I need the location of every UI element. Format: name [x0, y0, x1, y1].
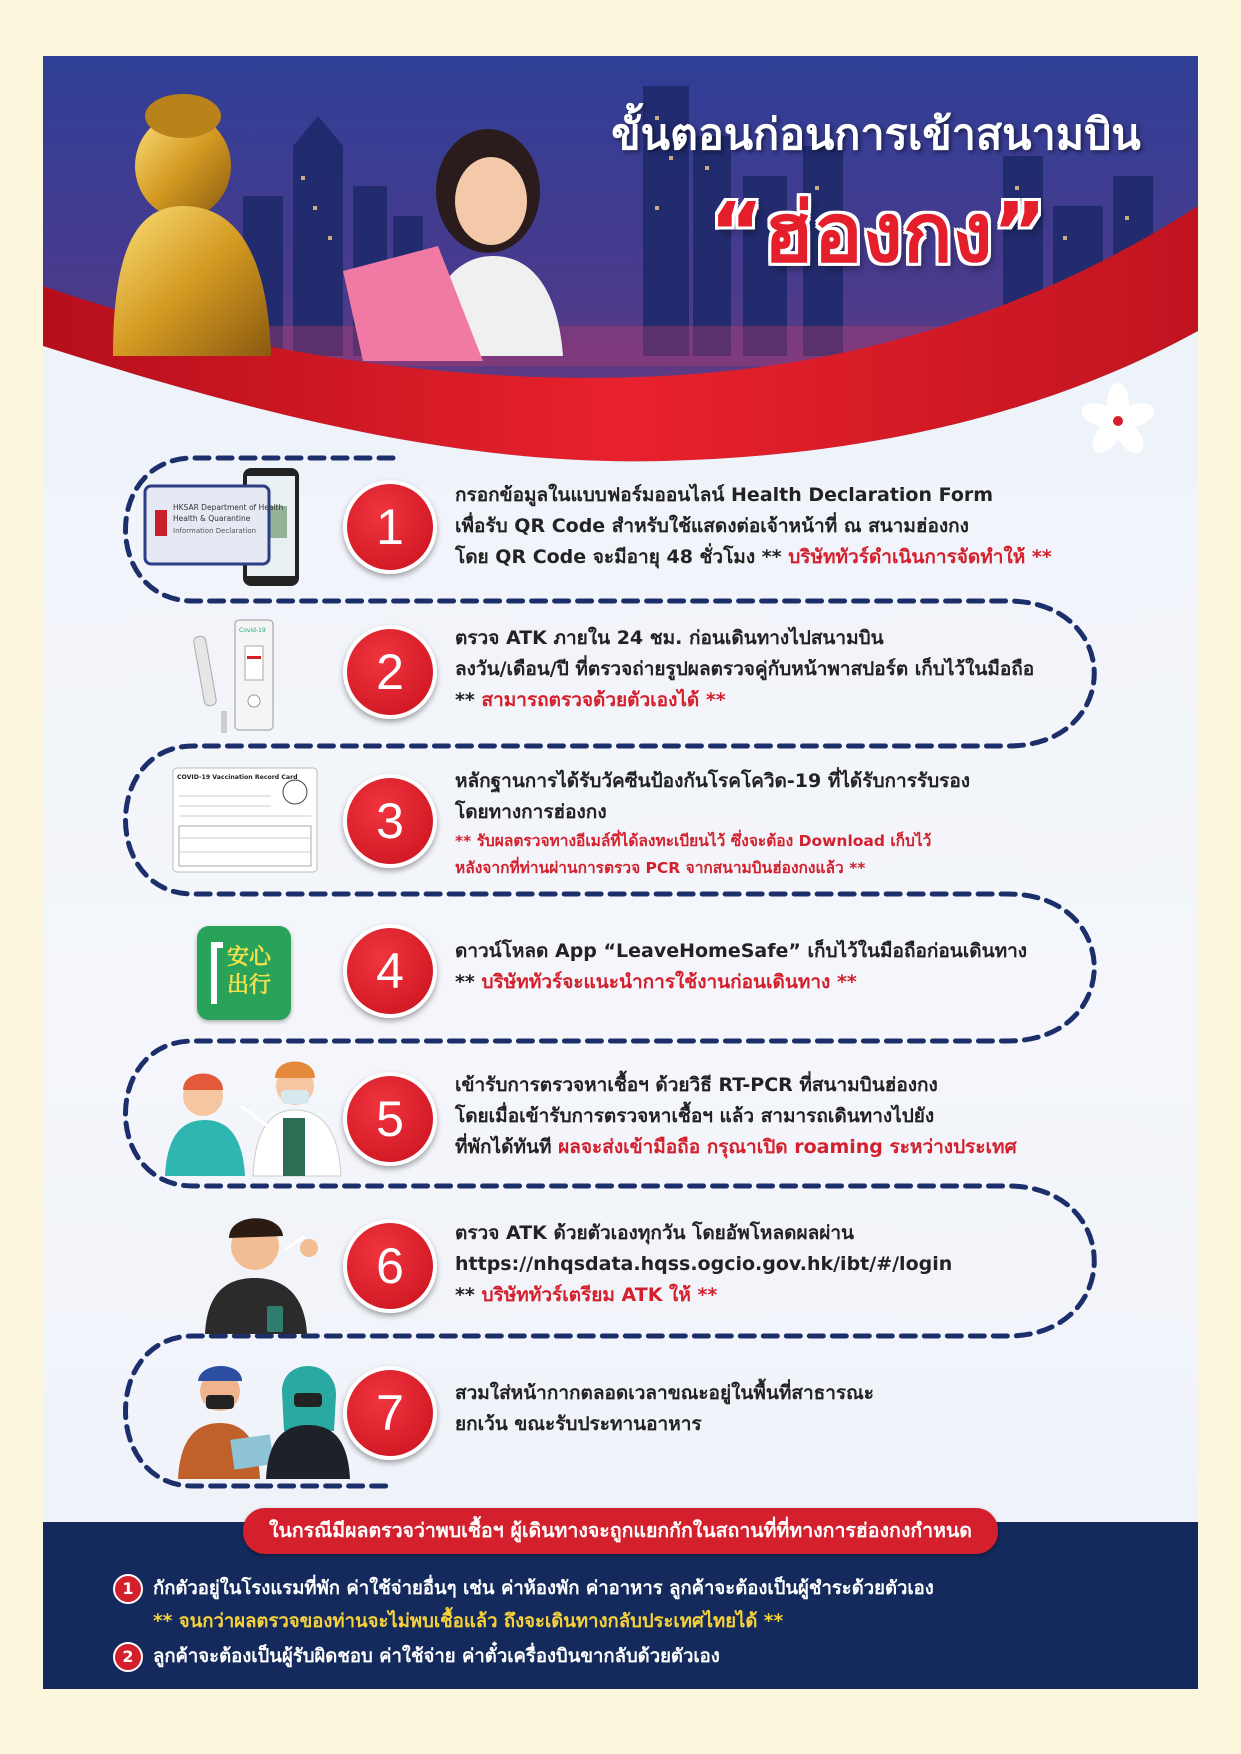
step-4-text: ดาวน์โหลด App “LeaveHomeSafe” เก็บไว้ในมือถือก่อนเดินทาง ** บริษัททัวร์จะแนะนำการใช้งานก่อนเดินทาง ** [455, 940, 1028, 993]
step-6-number: 6 [343, 1219, 437, 1313]
page-title: ขั้นตอนก่อนการเข้าสนามบิน [611, 110, 1141, 160]
pcr-swab-test-illustration [153, 1048, 353, 1178]
step-3-note-1: ** รับผลตรวจทางอีเมล์ที่ได้ลงทะเบียนไว้ ซึ่งจะต้อง Download เก็บไว้ [455, 832, 932, 850]
footer-item-2-text: ลูกค้าจะต้องเป็นผู้รับผิดชอบ ค่าใช้จ่าย ค่าตั๋วเครื่องบินขากลับด้วยตัวเอง [153, 1646, 720, 1667]
positive-result-banner: ในกรณีมีผลตรวจว่าพบเชื้อฯ ผู้เดินทางจะถูกแยกกักในสถานที่ที่ทางการฮ่องกงกำหนด [243, 1508, 998, 1554]
step-7-number: 7 [343, 1366, 437, 1460]
step-5-number: 5 [343, 1072, 437, 1166]
step-3-note-2: หลังจากที่ท่านผ่านการตรวจ PCR จากสนามบินฮ่องกงแล้ว ** [455, 859, 866, 877]
leavehomesafe-app-icon [197, 926, 291, 1020]
step-2-text: ตรวจ ATK ภายใน 24 ชม. ก่อนเดินทางไปสนามบิน ลงวัน/เดือน/ปี ที่ตรวจถ่ายรูปผลตรวจคู่กับหน้าพาสปอร์ต เก็บไว้ในมือถือ ** สามารถตรวจด้วยตัวเองได้ ** [455, 627, 1035, 711]
step-7-text: สวมใส่หน้ากากตลอดเวลาขณะอยู่ในพื้นที่สาธารณะ ยกเว้น ขณะรับประทานอาหาร [455, 1382, 874, 1435]
step-1-line-1: กรอกข้อมูลในแบบฟอร์มออนไลน์ Health Declaration Form [455, 484, 994, 506]
health-declaration-phone-illustration [143, 466, 343, 591]
footer-item-1-note: ** จนกว่าผลตรวจของท่านจะไม่พบเชื้อแล้ว ถึงจะเดินทางกลับประเทศไทยได้ ** [153, 1611, 784, 1632]
atk-test-kit-illustration [193, 616, 323, 736]
vaccine-card-title: COVID-19 Vaccination Record Card [177, 774, 298, 781]
step-5-text: เข้ารับการตรวจหาเชื้อฯ ด้วยวิธี RT-PCR ที่สนามบินฮ่องกง โดยเมื่อเข้ารับการตรวจหาเชื้อฯ แล้ว สามารถเดินทางไปยัง ที่พักได้ทันที ผลจะส่งเข้ามือถือ กรุณาเปิด roaming ระหว่างประเทศ [455, 1074, 1017, 1158]
footer-item-2-number: 2 [113, 1642, 143, 1672]
form-card-line-1: HKSAR Department of Health [173, 503, 284, 512]
page-title-city: “ฮ่องกง” [709, 186, 1047, 281]
atk-label: Covid-19 [239, 627, 266, 634]
step-2-number: 2 [343, 625, 437, 719]
masked-travelers-illustration [158, 1351, 358, 1481]
step-3-text: หลักฐานการได้รับวัคซีนป้องกันโรคโควิด-19 ที่ได้รับการรับรอง โดยทางการฮ่องกง ** รับผลตรวจทางอีเมล์ที่ได้ลงทะเบียนไว้ ซึ่งจะต้อง Download เก็บไว้ หลังจากที่ท่านผ่านการตรวจ PCR จากสนามบินฮ่องกงแล้ว ** [455, 766, 970, 882]
footer-item-1-text: กักตัวอยู่ในโรงแรมที่พัก ค่าใช้จ่ายอื่นๆ เช่น ค่าห้องพัก ค่าอาหาร ลูกค้าจะต้องเป็นผู้ชำระด้วยตัวเอง [153, 1578, 934, 1599]
footer-item-1-number: 1 [113, 1574, 143, 1604]
form-card-line-3: Information Declaration [173, 527, 257, 535]
form-card-line-2: Health & Quarantine [173, 514, 251, 523]
step-4-number: 4 [343, 924, 437, 1018]
upload-url: https://nhqsdata.hqss.ogcio.gov.hk/ibt/#/login [455, 1253, 953, 1275]
step-3-number: 3 [343, 774, 437, 868]
app-logo-text: 安心出行 [227, 945, 272, 998]
step-6-text: ตรวจ ATK ด้วยตัวเองทุกวัน โดยอัพโหลดผลผ่าน https://nhqsdata.hqss.ogcio.gov.hk/ibt/#/login ** บริษัททัวร์เตรียม ATK ให้ ** [455, 1222, 953, 1306]
step-1-text [455, 480, 1052, 573]
step-1-line-3: โดย QR Code จะมีอายุ 48 ชั่วโมง ** บริษัททัวร์ดำเนินการจัดทำให้ ** [455, 546, 1052, 568]
step-1-number: 1 [343, 480, 437, 574]
vaccination-card-illustration [171, 766, 321, 876]
step-1-line-2: เพื่อรับ QR Code สำหรับใช้แสดงต่อเจ้าหน้าที่ ณ สนามฮ่องกง [455, 515, 969, 537]
self-atk-test-man-illustration [193, 1206, 343, 1336]
poster [43, 56, 1198, 1689]
